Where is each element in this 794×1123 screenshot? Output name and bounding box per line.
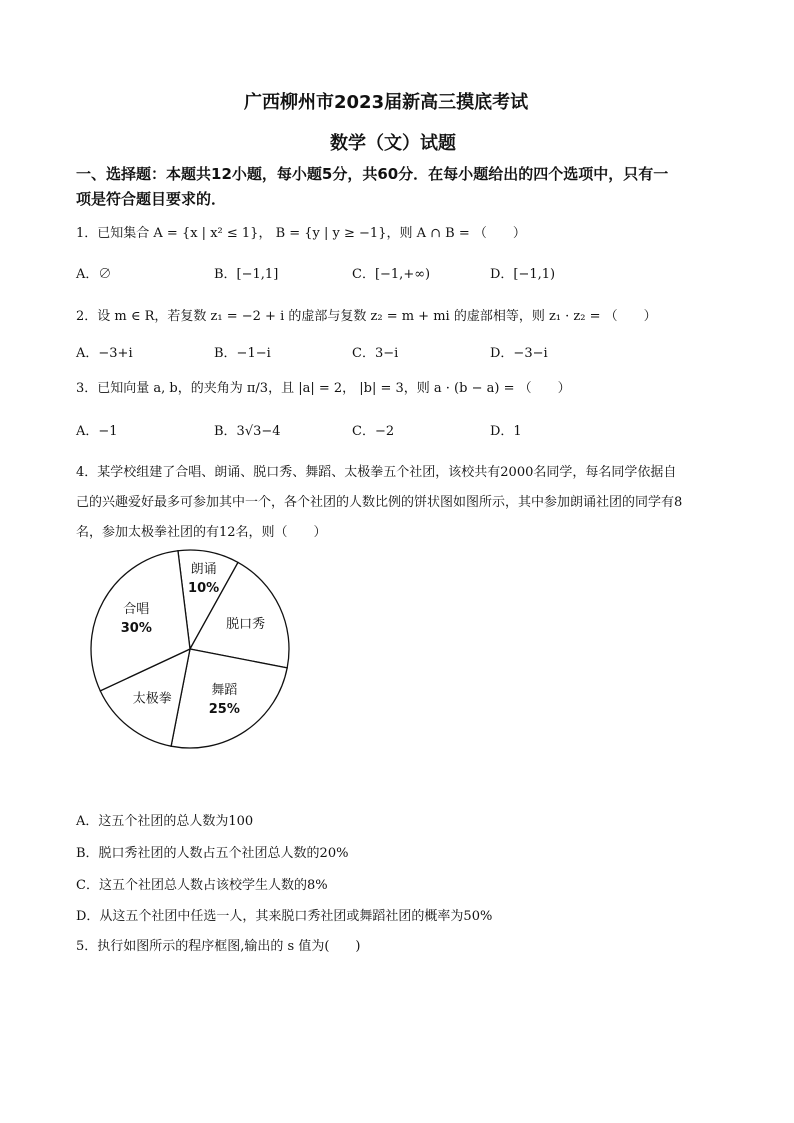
pie-label-4: 合唱 <box>123 602 150 618</box>
question-2-stem: 2．设 m ∈ R，若复数 z₁ = −2 + i 的虚部与复数 z₂ = m + mi 的虚部相等，则 z₁ · z₂ = （ ） <box>76 309 657 324</box>
question-3-option-a: A．−1 <box>76 424 118 439</box>
question-5-stem: 5．执行如图所示的程序框图,输出的 s 值为( ) <box>76 939 361 954</box>
pie-label-3: 太极拳 <box>132 691 172 707</box>
section-heading-line2: 项是符合题目要求的． <box>76 190 227 208</box>
question-4-option-b: B．脱口秀社团的人数占五个社团总人数的20% <box>76 846 349 861</box>
question-2-option-c: C．3−i <box>352 346 399 361</box>
pie-label-1: 脱口秀 <box>226 617 266 633</box>
pie-value-label-0: 10% <box>188 581 220 597</box>
question-3-option-b: B．3√3−4 <box>214 424 281 439</box>
question-3-option-d: D．1 <box>490 424 522 439</box>
pie-label-2: 舞蹈 <box>211 682 238 698</box>
question-2-option-d: D．−3−i <box>490 346 548 361</box>
pie-slice-2 <box>171 649 287 748</box>
pie-value-label-2: 25% <box>208 701 240 717</box>
exam-subtitle: 数学（文）试题 <box>330 133 456 154</box>
question-4-option-a: A．这五个社团的总人数为100 <box>76 814 254 829</box>
question-3-option-c: C．−2 <box>352 424 395 439</box>
question-3-stem: 3．已知向量 a, b，的夹角为 π/3，且 |a| = 2， |b| = 3，则 a · (b − a) = （ ） <box>76 381 571 396</box>
question-1-option-d: D．[−1,1) <box>490 267 556 282</box>
pie-value-label-4: 30% <box>120 621 152 637</box>
question-4-stem-line3: 名，参加太极拳社团的有12名，则（ ） <box>76 525 327 540</box>
question-1-option-a: A．∅ <box>76 267 112 282</box>
pie-chart <box>80 549 300 769</box>
question-1-stem: 1．已知集合 A = {x | x² ≤ 1}， B = {y | y ≥ −1}，则 A ∩ B = （ ） <box>76 226 526 241</box>
question-1-option-c: C．[−1,+∞) <box>352 267 431 282</box>
section-heading-line1: 一、选择题：本题共12小题，每小题5分，共60分．在每小题给出的四个选项中，只有一 <box>76 165 669 183</box>
question-4-option-c: C．这五个社团总人数占该校学生人数的8% <box>76 878 328 893</box>
question-4-option-d: D．从这五个社团中任选一人，其来脱口秀社团或舞蹈社团的概率为50% <box>76 909 493 924</box>
question-2-option-b: B．−1−i <box>214 346 271 361</box>
question-4-stem-line2: 己的兴趣爱好最多可参加其中一个，各个社团的人数比例的饼状图如图所示，其中参加朗诵社团的同学有8 <box>76 495 683 510</box>
question-1-option-b: B．[−1,1] <box>214 267 279 282</box>
question-4-stem-line1: 4．某学校组建了合唱、朗诵、脱口秀、舞蹈、太极拳五个社团，该校共有2000名同学，每名同学依据自 <box>76 465 677 480</box>
pie-label-0: 朗诵 <box>190 562 217 578</box>
question-2-option-a: A．−3+i <box>76 346 133 361</box>
exam-title: 广西柳州市2023届新高三摸底考试 <box>244 92 529 113</box>
